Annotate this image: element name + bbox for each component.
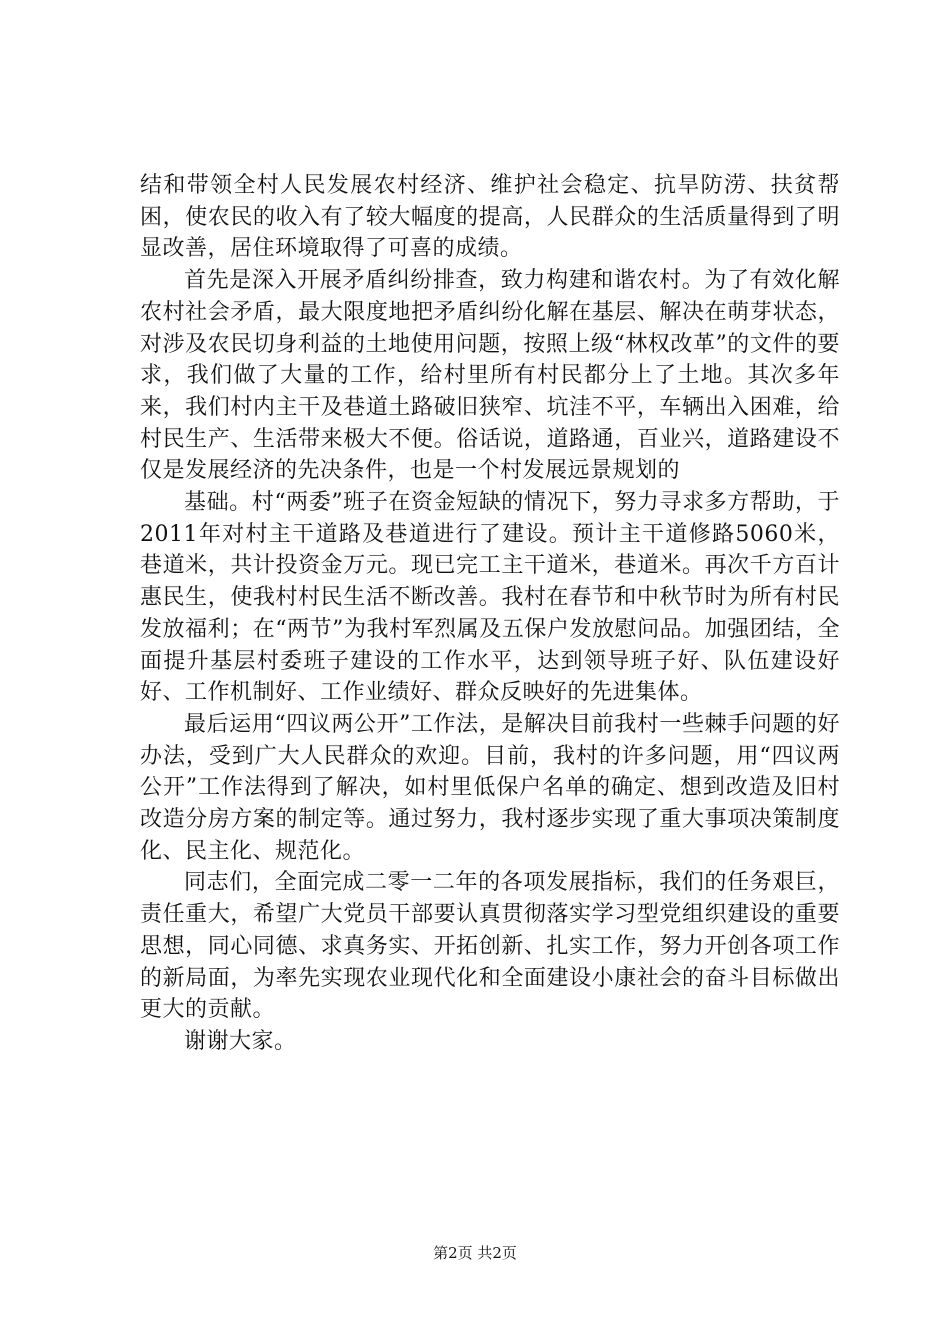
paragraph-continuation: 结和带领全村人民发展农村经济、维护社会稳定、抗旱防涝、扶贫帮困，使农民的收入有了较大幅度的提高，人民群众的生活质量得到了明显改善，居住环境取得了可喜的成绩。 — [140, 173, 840, 262]
paragraph-four-discussions: 最后运用“四议两公开”工作法，是解决目前我村一些棘手问题的好办法，受到广大人民群众的欢迎。目前，我村的许多问题，用“四议两公开”工作法得到了解决，如村里低保户名单的确定、想到改造及旧村改造分房方案的制定等。通过努力，我村逐步实现了重大事项决策制度化、民主化、规范化。 — [140, 711, 840, 864]
paragraph-dispute-resolution: 首先是深入开展矛盾纠纷排查，致力构建和谐农村。为了有效化解农村社会矛盾，最大限度地把矛盾纠纷化解在基层、解决在萌芽状态，对涉及农民切身利益的土地使用问题，按照上级“林权改革”的文件的要求，我们做了大量的工作，给村里所有村民都分上了土地。其次多年来，我们村内主干及巷道土路破旧狭窄、坑洼不平，车辆出入困难，给村民生产、生活带来极大不便。俗话说，道路通，百业兴，道路建设不仅是发展经济的先决条件，也是一个村发展远景规划的 — [140, 268, 840, 484]
paragraph-road-construction: 基础。村“两委”班子在资金短缺的情况下，努力寻求多方帮助，于2011年对村主干道路及巷道进行了建设。预计主干道修路5060米，巷道米，共计投资金万元。现已完工主干道米，巷道米。再次千方百计惠民生，使我村村民生活不断改善。我村在春节和中秋节时为所有村民发放福利；在“两节”为我村军烈属及五保户发放慰问品。加强团结，全面提升基层村委班子建设的工作水平，达到领导班子好、队伍建设好好、工作机制好、工作业绩好、群众反映好的先进集体。 — [140, 490, 840, 706]
paragraph-thanks: 谢谢大家。 — [184, 1028, 297, 1054]
paragraph-closing-remarks: 同志们，全面完成二零一二年的各项发展指标，我们的任务艰巨，责任重大，希望广大党员干部要认真贯彻落实学习型党组织建设的重要思想，同心同德、求真务实、开拓创新、扎实工作，努力开创各项工作的新局面，为率先实现农业现代化和全面建设小康社会的奋斗目标做出更大的贡献。 — [140, 870, 840, 1023]
document-body — [140, 170, 840, 1058]
page-number-footer: 第2页 共2页 — [433, 1244, 517, 1262]
